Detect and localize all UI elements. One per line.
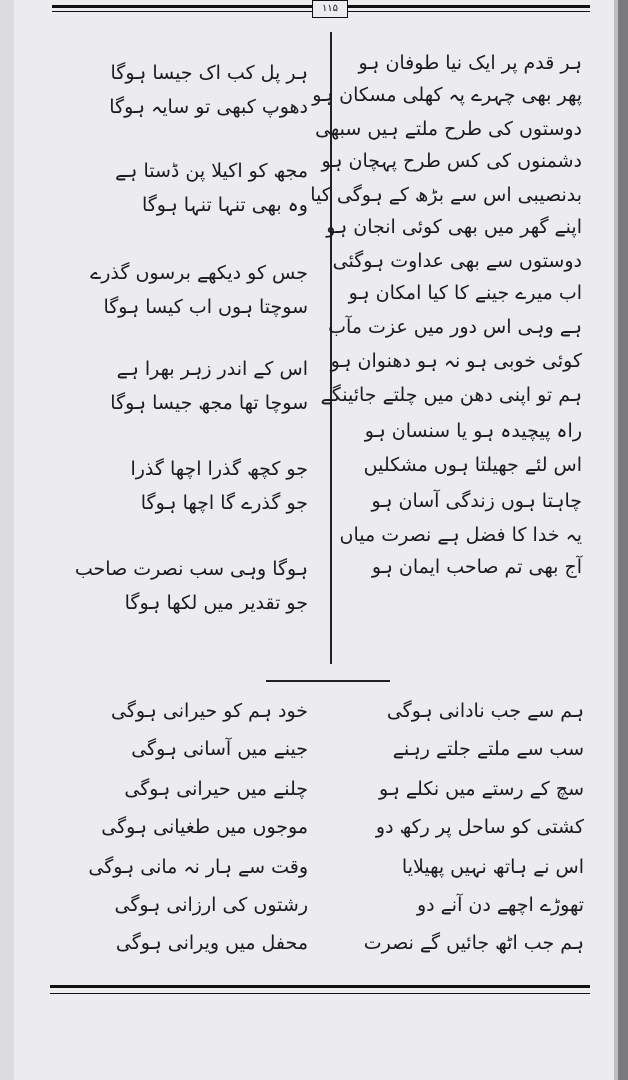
verse-line: اس نے ہاتھ نہیں پھیلایا (401, 856, 584, 878)
verse-line: اپنے گھر میں بھی کوئی انجان ہو (326, 216, 582, 238)
verse-line: جینے میں آسانی ہوگی (131, 738, 308, 760)
page-number: ۱۱۵ (312, 0, 348, 18)
bottom-left-column (54, 0, 308, 990)
bottom-right-column (340, 0, 584, 990)
bottom-rule-thin (50, 993, 590, 994)
verse-line: ہر پل کب اک جیسا ہوگا (110, 62, 308, 84)
verse-line: وقت سے ہار نہ مانی ہوگی (88, 856, 308, 878)
book-spine (618, 0, 628, 1080)
verse-line: مجھ کو اکیلا پن ڈستا ہے (115, 160, 308, 182)
book-page (14, 0, 614, 1080)
verse-line: ہم سے جب نادانی ہوگی (386, 700, 584, 722)
verse-line: پھر بھی چہرے پہ کھلی مسکان ہو (312, 84, 582, 106)
verse-line: خود ہم کو حیرانی ہوگی (110, 700, 308, 722)
verse-line: جس کو دیکھے برسوں گذرے (90, 262, 308, 284)
verse-line: سب سے ملتے جلتے رہنے (392, 738, 584, 760)
verse-line: کشتی کو ساحل پر رکھ دو (375, 816, 584, 838)
verse-line: وہ بھی تنہا تنہا ہوگا (141, 194, 308, 216)
verse-line: آج بھی تم صاحب ایمان ہو (371, 556, 582, 578)
verse-line: بدنصیبی اس سے بڑھ کے ہوگی کیا (310, 184, 582, 206)
verse-line: ہوگا وہی سب نصرت صاحب (74, 558, 308, 580)
verse-line: سچ کے رستے میں نکلے ہو (378, 778, 584, 800)
verse-line: چاہتا ہوں زندگی آسان ہو (371, 490, 582, 512)
verse-line: جو کچھ گذرا اچھا گذرا (130, 458, 308, 480)
verse-line: اس لئے جھیلتا ہوں مشکلیں (363, 454, 582, 476)
verse-line: اب میرے جینے کا کیا امکان ہو (348, 282, 582, 304)
verse-line: راہ پیچیدہ ہو یا سنسان ہو (364, 420, 582, 442)
verse-line: جو گذرے گا اچھا ہوگا (140, 492, 308, 514)
verse-line: ہر قدم پر ایک نیا طوفان ہو (358, 52, 582, 74)
verse-line: دوستوں سے بھی عداوت ہوگئی (332, 250, 582, 272)
verse-line: دھوپ کبھی تو سایہ ہوگا (109, 96, 308, 118)
verse-line: دوستوں کی طرح ملتے ہیں سبھی (315, 118, 582, 140)
verse-line: سوچا تھا مجھ جیسا ہوگا (110, 392, 308, 414)
verse-line: اس کے اندر زہر بھرا ہے (116, 358, 308, 380)
verse-line: دشمنوں کی کس طرح پہچان ہو (321, 150, 582, 172)
verse-line: تھوڑے اچھے دن آنے دو (417, 894, 584, 916)
verse-line: چلنے میں حیرانی ہوگی (124, 778, 308, 800)
verse-line: سوچتا ہوں اب کیسا ہوگا (103, 296, 308, 318)
verse-line: ہم تو اپنی دھن میں چلتے جائینگے (320, 384, 582, 406)
verse-line: رشتوں کی ارزانی ہوگی (114, 894, 308, 916)
verse-line: ہے وہی اس دور میں عزت مآب (328, 316, 582, 338)
verse-line: جو تقدیر میں لکھا ہوگا (124, 592, 308, 614)
verse-line: محفل میں ویرانی ہوگی (115, 932, 308, 954)
verse-line: کوئی خوبی ہو نہ ہو دھنوان ہو (330, 350, 582, 372)
verse-line: موجوں میں طغیانی ہوگی (101, 816, 308, 838)
verse-line: یہ خدا کا فضل ہے نصرت میاں (339, 524, 582, 546)
verse-line: ہم جب اٹھ جائیں گے نصرت (363, 932, 584, 954)
